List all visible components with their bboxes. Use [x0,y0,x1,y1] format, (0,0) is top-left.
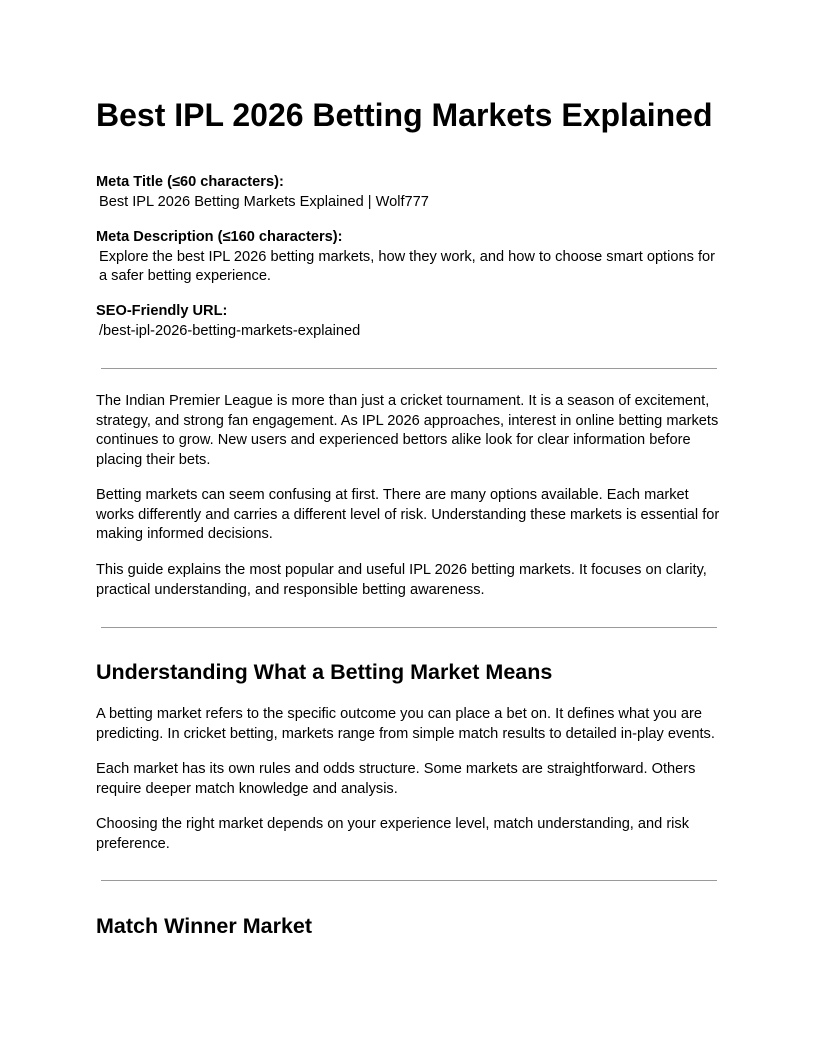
section-heading-betting-market: Understanding What a Betting Market Means [96,660,553,684]
meta-description-value: Explore the best IPL 2026 betting markets, how they work, and how to choose smart options for a safer betting experience. [99,248,715,284]
section1-paragraph-1: A betting market refers to the specific outcome you can place a bet on. It defines what you are predicting. In cricket betting, markets range from simple match results to detailed in-play events. [96,706,715,742]
meta-title-value: Best IPL 2026 Betting Markets Explained | Wolf777 [99,193,429,210]
page-title: Best IPL 2026 Betting Markets Explained [96,97,713,133]
meta-title-block [96,173,722,212]
meta-description-label: Meta Description (≤160 characters): [96,229,343,245]
horizontal-divider [101,368,717,369]
section-heading-match-winner: Match Winner Market [96,914,313,938]
intro-paragraph-3: This guide explains the most popular and useful IPL 2026 betting markets. It focuses on clarity, practical understanding, and responsible betting awareness. [96,562,707,598]
horizontal-divider [101,627,717,628]
intro-paragraph-1: The Indian Premier League is more than just a cricket tournament. It is a season of excitement, strategy, and strong fan engagement. As IPL 2026 approaches, interest in online betting markets continues to grow. New users and experienced bettors alike look for clear information before placing their bets. [96,393,719,468]
meta-title-label: Meta Title (≤60 characters): [96,174,284,190]
horizontal-divider [101,880,717,881]
section1-paragraph-3: Choosing the right market depends on your experience level, match understanding, and risk preference. [96,816,690,852]
seo-url-label: SEO-Friendly URL: [96,303,228,319]
intro-paragraph-2: Betting markets can seem confusing at first. There are many options available. Each market works differently and carries a different level of risk. Understanding these markets is essential for making informed decisions. [96,487,720,542]
seo-url-value: /best-ipl-2026-betting-markets-explained [99,322,361,339]
seo-url-block [96,302,722,341]
section1-paragraph-2: Each market has its own rules and odds structure. Some markets are straightforward. Others require deeper match knowledge and analysis. [96,761,696,797]
meta-description-block [96,228,722,287]
